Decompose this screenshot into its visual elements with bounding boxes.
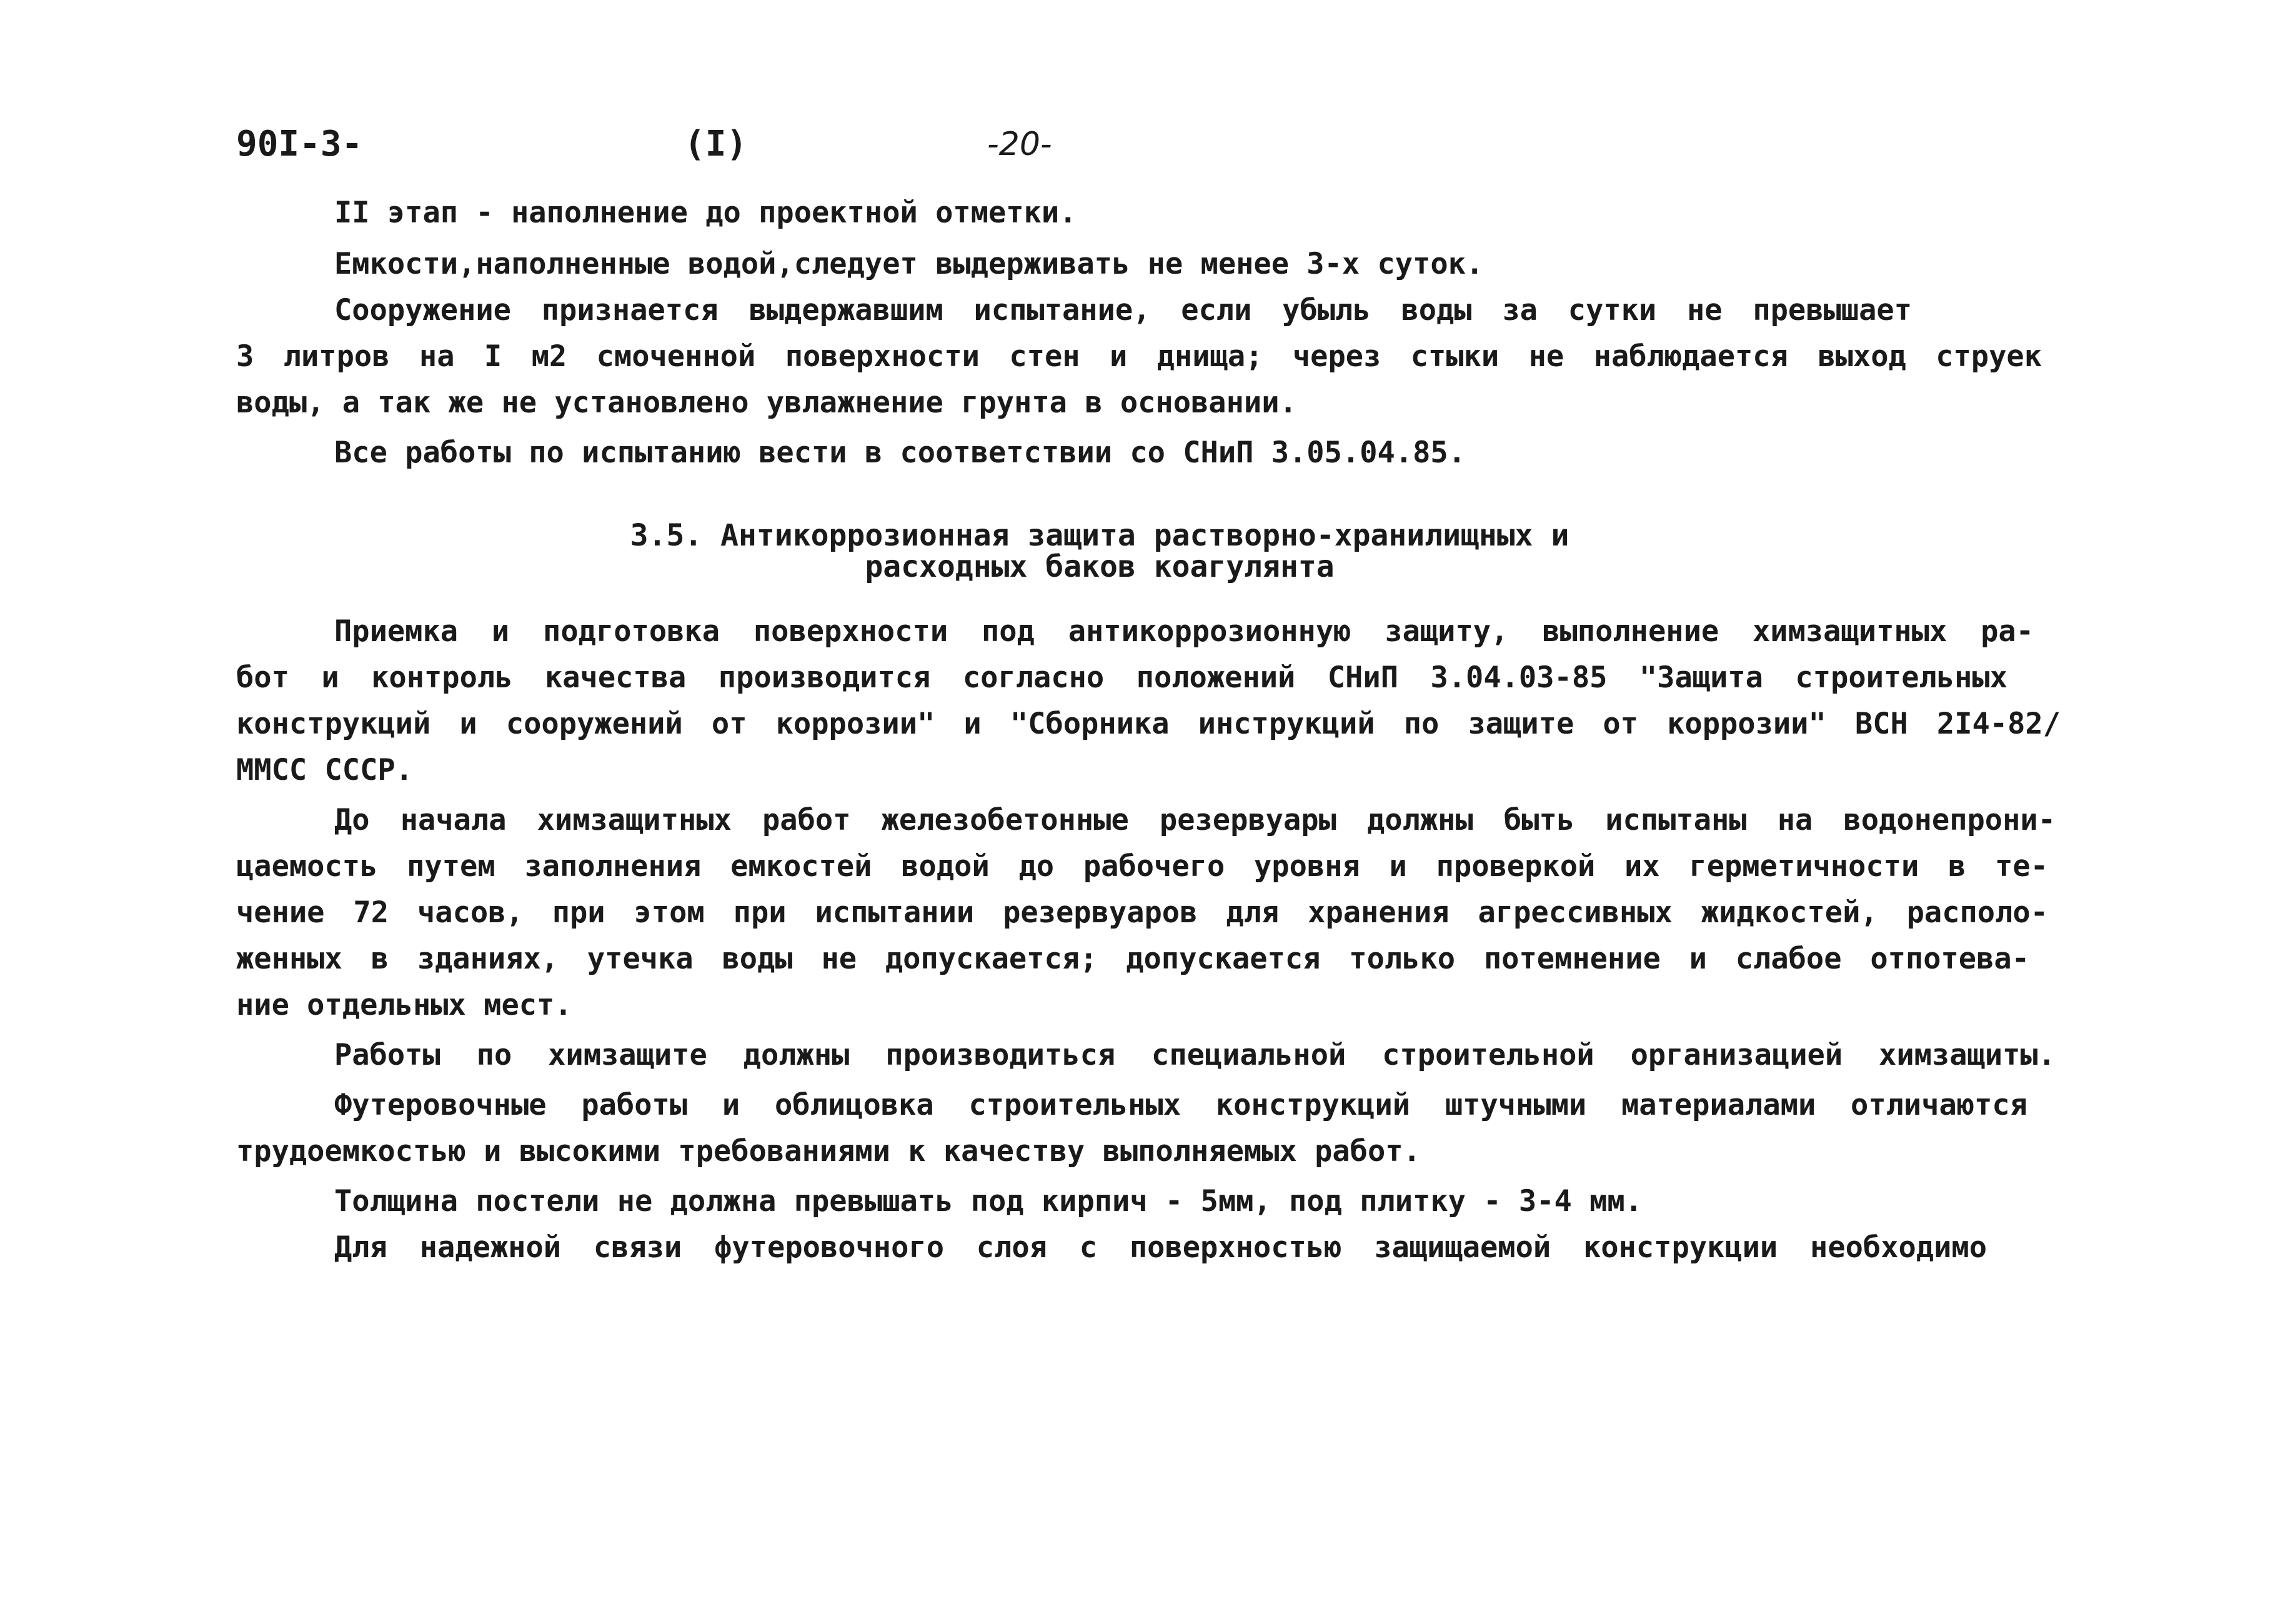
text-line: Все работы по испытанию вести в соответствии со СНиП 3.05.04.85. <box>334 436 1466 470</box>
text-line: Футеровочные работы и облицовка строительных конструкций штучными материалами отличаются <box>334 1088 2027 1122</box>
text-line: воды, а так же не установлено увлажнение грунта в основании. <box>236 386 1297 420</box>
text-line: бот и контроль качества производится согласно положений СНиП 3.04.03-85 "Защита строительных <box>236 660 2007 695</box>
text-line: женных в зданиях, утечка воды не допускается; допускается только потемнение и слабое отпотева- <box>236 942 2029 976</box>
text-line: конструкций и сооружений от коррозии" и "Сборника инструкций по защите от коррозии" ВСН 2I4-82/ <box>236 707 2061 741</box>
text-line: 3 литров на I м2 смоченной поверхности стен и днища; через стыки не наблюдается выход струек <box>236 339 2042 374</box>
text-line: Сооружение признается выдержавшим испытание, если убыль воды за сутки не превышает <box>334 293 1912 327</box>
text-line: ММСС СССР. <box>236 753 413 787</box>
text-line: Работы по химзащите должны производиться специальной строительной организацией химзащиты. <box>334 1038 2056 1072</box>
document-code: 90I-3- <box>236 124 363 164</box>
text-line: II этап - наполнение до проектной отметки. <box>334 196 1077 230</box>
page-number: -20- <box>987 126 1052 163</box>
text-line: ние отдельных мест. <box>236 988 572 1022</box>
text-line: До начала химзащитных работ железобетонные резервуары должны быть испытаны на водонепрони- <box>334 803 2056 837</box>
section-title: расходных баков коагулянта <box>865 549 1335 584</box>
text-line: Для надежной связи футеровочного слоя с поверхностью защищаемой конструкции необходимо <box>334 1230 1987 1265</box>
document-mark: (I) <box>684 124 748 164</box>
text-line: цаемость путем заполнения емкостей водой до рабочего уровня и проверкой их герметичности в те- <box>236 849 2048 884</box>
text-line: Толщина постели не должна превышать под кирпич - 5мм, под плитку - 3-4 мм. <box>334 1184 1643 1218</box>
text-line: Емкости,наполненные водой,следует выдерживать не менее 3-х суток. <box>334 247 1484 281</box>
text-line: чение 72 часов, при этом при испытании резервуаров для хранения агрессивных жидкостей, располо- <box>236 895 2048 930</box>
text-line: Приемка и подготовка поверхности под антикоррозионную защиту, выполнение химзащитных ра- <box>334 614 2034 649</box>
section-title: 3.5. Антикоррозионная защита растворно-хранилищных и <box>630 518 1569 553</box>
text-line: трудоемкостью и высокими требованиями к качеству выполняемых работ. <box>236 1134 1421 1168</box>
